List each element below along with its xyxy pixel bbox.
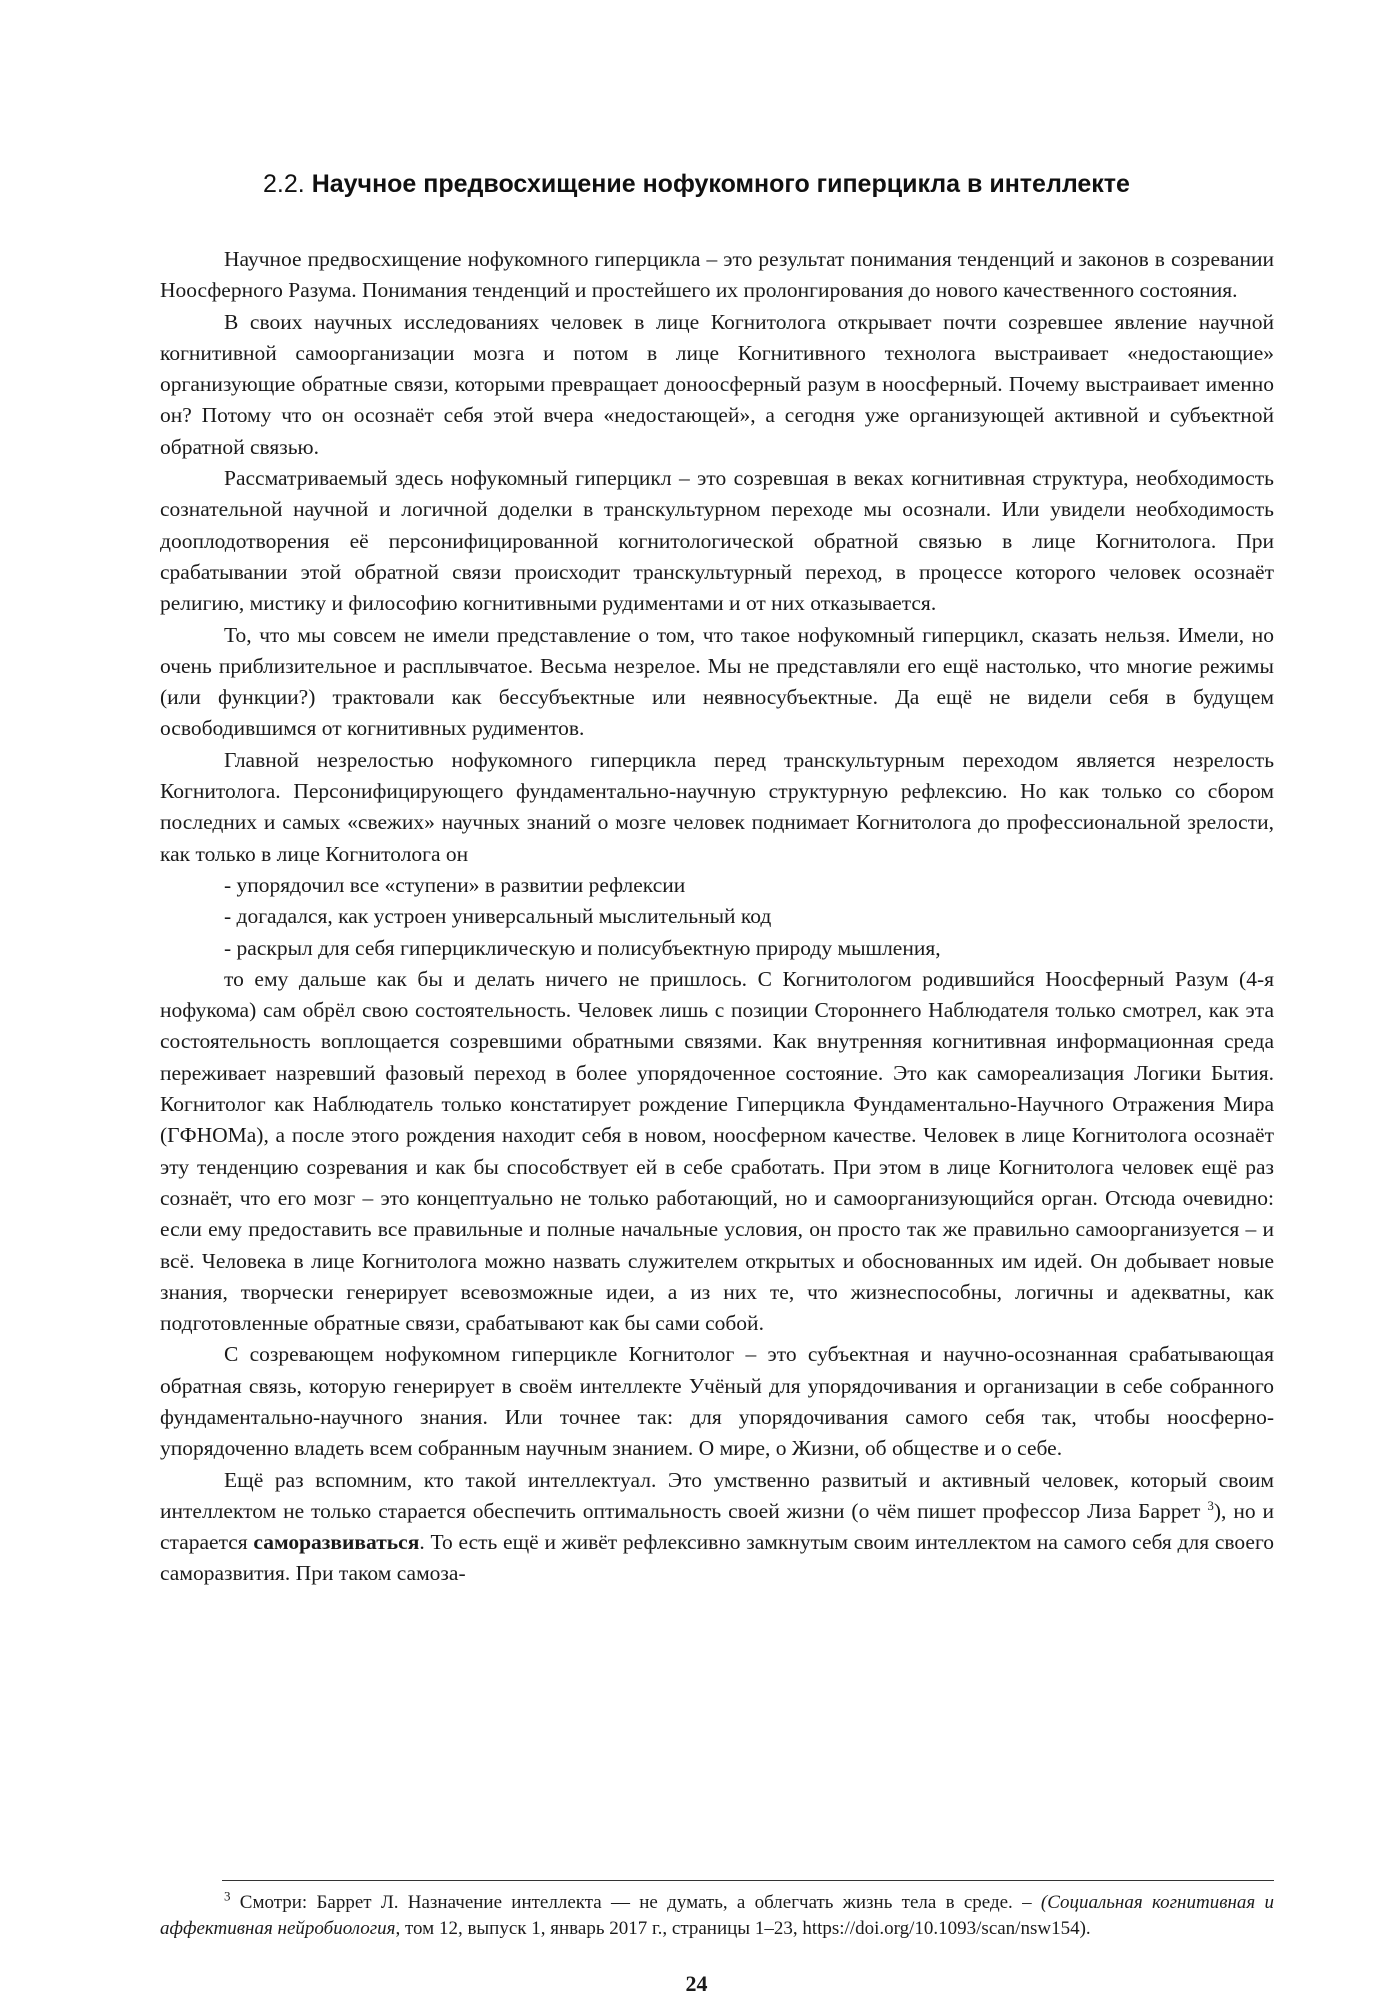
section-title: Научное предвосхищение нофукомного гиперцикла в интеллекте (311, 170, 1130, 198)
footnote-reference: 3 (1207, 1497, 1214, 1513)
paragraph-last (160, 1465, 1274, 1590)
paragraph: С созревающем нофукомном гиперцикле Когнитолог – это субъектная и научно-осознанная срабатывающая обратная связь, которую генерирует в своём интеллекте Учёный для упорядочивания и организации в себе собранного фундаментально-научного знания. Или точнее так: для упорядочивания самого себя так, чтобы ноосферно-упорядоченно владеть всем собранным научным знанием. О мире, о Жизни, об обществе и о себе. (160, 1342, 1274, 1461)
list-item: - упорядочил все «ступени» в развитии рефлексии (224, 872, 686, 897)
footnote (160, 1890, 1274, 1942)
section-heading (0, 168, 1393, 200)
paragraph: Главной незрелостью нофукомного гиперцикла перед транскультурным переходом является незрелость Когнитолога. Персонифицирующего фундаментально-научную структурную рефлексию. Но как только со сбором последних и самых «свежих» научных знаний о мозге человек поднимает Когнитолога до профессиональной зрелости, как только в лице Когнитолога он (160, 747, 1274, 866)
list-item: - догадался, как устроен универсальный мыслительный код (224, 904, 772, 929)
emphasis-text: саморазвиваться (253, 1530, 420, 1555)
paragraph-continuation: то ему дальше как бы и делать ничего не пришлось. С Когнитологом родившийся Ноосферный Разум (4-я нофукома) сам обрёл свою состоятельность. Человек лишь с позиции Стороннего Наблюдателя только смотрел, как эта состоятельность воплощается созревшими обратными связями. Как внутренняя когнитивная информационная среда переживает назревший фазовый переход в более упорядоченное состояние. Это как самореализация Логики Бытия. Когнитолог как Наблюдатель только констатирует рождение Гиперцикла Фундаментально-Научного Отражения Мира (ГФНОМа), а после этого рождения находит себя в новом, ноосферном качестве. Человек в лице Когнитолога осознаёт эту тенденцию созревания и как бы способствует ей в себе сработать. При этом в лице Когнитолога человек ещё раз сознаёт, что его мозг – это концептуально не только работающий, но и самоорганизующийся орган. Отсюда очевидно: если ему предоставить все правильные и полные начальные условия, он просто так же правильно самоорганизуется – и всё. Человека в лице Когнитолога можно назвать служителем открытых и обоснованных им идей. Он добывает новые знания, творчески генерирует всевозможные идеи, а из них те, что жизнеспособны, логичны и адекватны, как подготовленные обратные связи, срабатывают как бы сами собой. (160, 966, 1274, 1336)
footnote-marker: 3 (224, 1888, 231, 1904)
section-number: 2.2. (263, 170, 305, 198)
footnote-text: Смотри: Баррет Л. Назначение интеллекта — не думать, а облегчать жизнь тела в среде. – (230, 1892, 1041, 1913)
paragraph: В своих научных исследованиях человек в лице Когнитолога открывает почти созревшее явление научной когнитивной самоорганизации мозга и потом в лице Когнитивного технолога выстраивает «недостающие» организующие обратные связи, которыми превращает доноосферный разум в ноосферный. Почему выстраивает именно он? Потому что он осознаёт себя этой вчера «недостающей», а сегодня уже организующей активной и субъектной обратной связью. (160, 309, 1274, 459)
paragraph: То, что мы совсем не имели представление о том, что такое нофукомный гиперцикл, сказать нельзя. Имели, но очень приблизительное и расплывчатое. Весьма незрелое. Мы не представляли его ещё настолько, что многие режимы (или функции?) трактовали как бессубъектные или неявносубъектные. Да ещё не видели себя в будущем освободившимся от когнитивных рудиментов. (160, 622, 1274, 741)
page-number: 24 (685, 1971, 708, 1996)
footnote-journal: (Социальная когнитивная и аффективная нейробиология (160, 1892, 1274, 1939)
body-text (160, 244, 1274, 1590)
paragraph: Рассматриваемый здесь нофукомный гиперцикл – это созревшая в веках когнитивная структура, необходимость сознательной научной и логичной доделки в транскультурном переходе мы осознали. Или увидели необходимость дооплодотворения её персонифицированной когнитологической обратной связью в лице Когнитолога. При срабатывании этой обратной связи происходит транскультурный переход, в процессе которого человек осознаёт религию, мистику и философию когнитивными рудиментами и от них отказывается. (160, 466, 1274, 616)
footnote-text: , том 12, выпуск 1, январь 2017 г., страницы 1–23, https://doi.org/10.1093/scan/nsw154). (395, 1918, 1091, 1939)
paragraph: Научное предвосхищение нофукомного гиперцикла – это результат понимания тенденций и законов в созревании Ноосферного Разума. Понимания тенденций и простейшего их пролонгирования до нового качественного состояния. (160, 247, 1274, 303)
list-item: - раскрыл для себя гиперциклическую и полисубъектную природу мышления, (224, 935, 941, 960)
paragraph-text: Ещё раз вспомним, кто такой интеллектуал. Это умственно развитый и активный человек, который своим интеллектом не только старается обеспечить оптимальность своей жизни (о чём пишет профессор Лиза Баррет (160, 1467, 1274, 1523)
footnote-divider (222, 1880, 1274, 1881)
paragraph-text: . То есть ещё и живёт рефлексивно замкнутым своим интеллектом на самого себя для своего саморазвития. При таком самоза- (160, 1530, 1274, 1586)
paragraph-text: ), но и старается (160, 1498, 1275, 1555)
